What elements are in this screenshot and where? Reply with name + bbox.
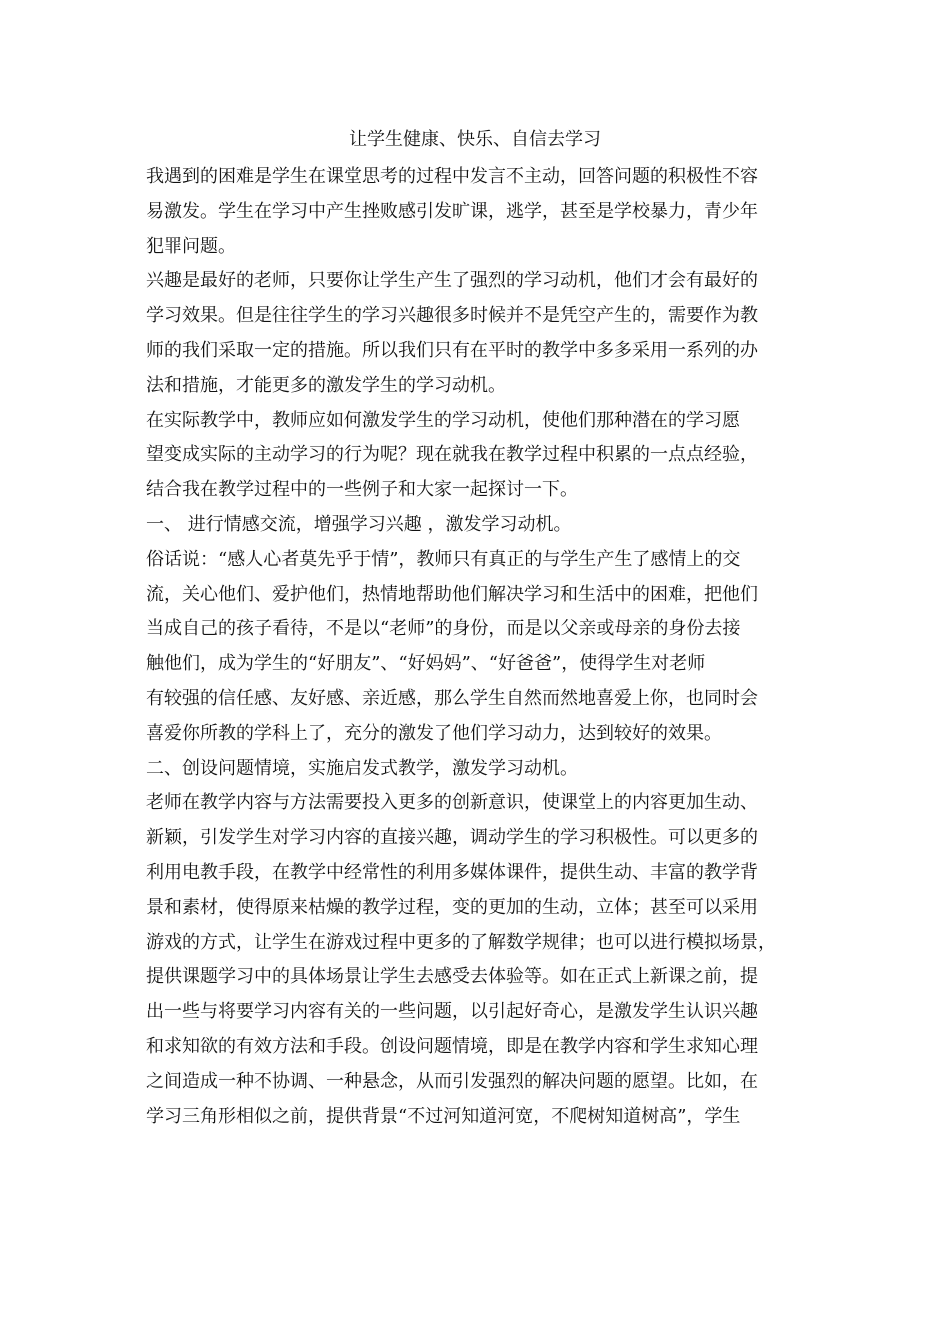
paragraph-line: 喜爱你所教的学科上了，充分的激发了他们学习动力，达到较好的效果。 bbox=[146, 722, 722, 744]
paragraph-line: 望变成实际的主动学习的行为呢？现在就我在教学过程中积累的一点点经验， bbox=[146, 444, 758, 466]
paragraph-line: 利用电教手段，在教学中经常性的利用多媒体课件，提供生动、丰富的教学背 bbox=[146, 861, 758, 883]
paragraph-line: 新颖，引发学生对学习内容的直接兴趣，调动学生的学习积极性。可以更多的 bbox=[146, 827, 758, 849]
paragraph-line: 流，关心他们、爱护他们，热情地帮助他们解决学习和生活中的困难，把他们 bbox=[146, 583, 758, 605]
paragraph-line: 学习三角形相似之前，提供背景“不过河知道河宽，不爬树知道树高”，学生 bbox=[146, 1105, 741, 1127]
paragraph-line: 游戏的方式，让学生在游戏过程中更多的了解数学规律；也可以进行模拟场景， bbox=[146, 931, 776, 953]
paragraph-line: 老师在教学内容与方法需要投入更多的创新意识，使课堂上的内容更加生动、 bbox=[146, 792, 758, 814]
paragraph-line: 法和措施，才能更多的激发学生的学习动机。 bbox=[146, 374, 506, 396]
paragraph-line: 有较强的信任感、友好感、亲近感，那么学生自然而然地喜爱上你，也同时会 bbox=[146, 687, 758, 709]
paragraph-line: 犯罪问题。 bbox=[146, 235, 236, 257]
paragraph-line: 结合我在教学过程中的一些例子和大家一起探讨一下。 bbox=[146, 479, 578, 501]
paragraph-line: 俗话说：“感人心者莫先乎于情”，教师只有真正的与学生产生了感情上的交 bbox=[146, 548, 741, 570]
paragraph-line: 触他们，成为学生的“好朋友”、“好妈妈”、“好爸爸”，使得学生对老师 bbox=[146, 653, 706, 675]
paragraph-line: 二、创设问题情境，实施启发式教学，激发学习动机。 bbox=[146, 757, 578, 779]
paragraph-line: 和求知欲的有效方法和手段。创设问题情境，即是在教学内容和学生求知心理 bbox=[146, 1035, 758, 1057]
paragraph-line: 师的我们采取一定的措施。所以我们只有在平时的教学中多多采用一系列的办 bbox=[146, 339, 758, 361]
paragraph-line: 兴趣是最好的老师，只要你让学生产生了强烈的学习动机，他们才会有最好的 bbox=[146, 270, 758, 292]
paragraph-line: 易激发。学生在学习中产生挫败感引发旷课，逃学，甚至是学校暴力，青少年 bbox=[146, 200, 758, 222]
paragraph-line: 我遇到的困难是学生在课堂思考的过程中发言不主动，回答问题的积极性不容 bbox=[146, 166, 758, 187]
document-body bbox=[146, 160, 826, 1134]
paragraph-line: 出一些与将要学习内容有关的一些问题，以引起好奇心，是激发学生认识兴趣 bbox=[146, 1001, 758, 1023]
paragraph-line: 学习效果。但是往往学生的学习兴趣很多时候并不是凭空产生的，需要作为教 bbox=[146, 305, 758, 327]
paragraph-line: 之间造成一种不协调、一种悬念，从而引发强烈的解决问题的愿望。比如，在 bbox=[146, 1070, 758, 1092]
paragraph-line: 提供课题学习中的具体场景让学生去感受去体验等。如在正式上新课之前，提 bbox=[146, 966, 758, 988]
paragraph-line: 当成自己的孩子看待，不是以“老师”的身份，而是以父亲或母亲的身份去接 bbox=[146, 618, 741, 640]
paragraph-line: 在实际教学中，教师应如何激发学生的学习动机，使他们那种潜在的学习愿 bbox=[146, 409, 740, 431]
paragraph-line: 一、 进行情感交流，增强学习兴趣 ，激发学习动机。 bbox=[146, 513, 572, 535]
paragraph-line: 景和素材，使得原来枯燥的教学过程，变的更加的生动，立体；甚至可以采用 bbox=[146, 896, 758, 918]
document-title: 让学生健康、快乐、自信去学习 bbox=[349, 129, 601, 150]
